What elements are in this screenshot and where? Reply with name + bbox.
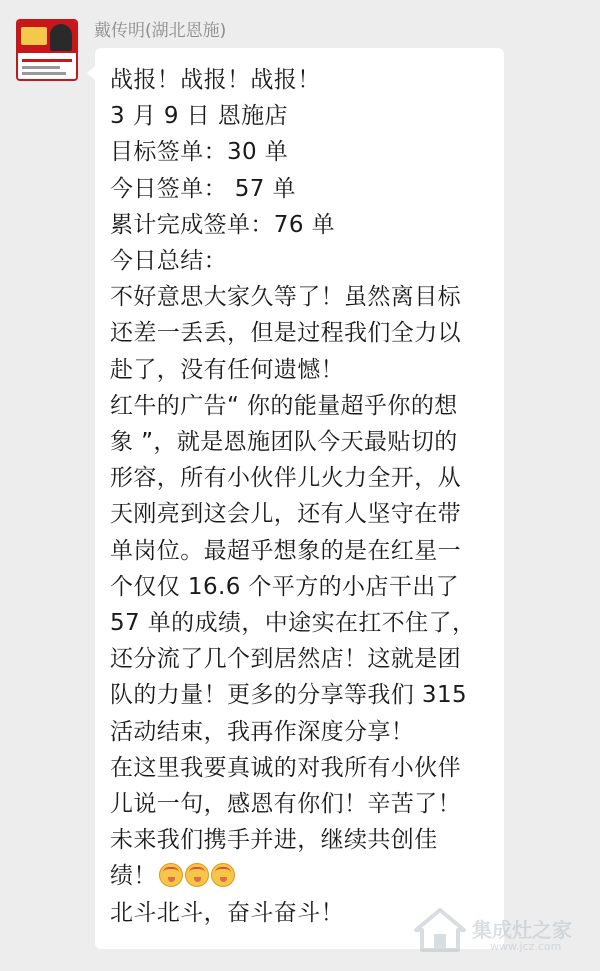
message-line: 57 单的成绩，中途实在扛不住了， bbox=[110, 610, 476, 637]
house-logo-icon bbox=[410, 902, 470, 954]
message-line: 未来我们携手并进，继续共创佳 bbox=[110, 827, 438, 854]
message-line: 今日签单： 57 单 bbox=[110, 175, 296, 202]
message-line: 战报！战报！战报！ bbox=[110, 67, 321, 93]
message-line: 还分流了几个到居然店！这就是团 bbox=[110, 646, 461, 673]
message-line: 天刚亮到这会儿，还有人坚守在带 bbox=[110, 501, 461, 528]
message-line: 形容，所有小伙伴儿火力全开，从 bbox=[110, 465, 461, 492]
watermark-text: 集成灶之家 bbox=[472, 918, 572, 942]
avatar-line bbox=[22, 66, 60, 69]
message-line: 今日总结： bbox=[110, 248, 227, 275]
message-line: 红牛的广告“ 你的能量超乎你的想 bbox=[110, 392, 458, 419]
avatar-person-image bbox=[50, 24, 72, 51]
message-line: 在这里我要真诚的对我所有小伙伴 bbox=[110, 754, 461, 781]
message-line-text: 绩！ bbox=[110, 863, 157, 890]
message-line-with-emojis bbox=[110, 858, 492, 894]
pray-face-emoji-icon bbox=[159, 863, 183, 887]
message-line: 累计完成签单：76 单 bbox=[110, 211, 335, 238]
message-line: 个仅仅 16.6 个平方的小店干出了 bbox=[110, 573, 460, 600]
message-line: 队的力量！更多的分享等我们 315 bbox=[110, 682, 468, 709]
pray-face-emoji-icon bbox=[211, 863, 235, 887]
message-line: 目标签单：30 单 bbox=[110, 139, 289, 166]
sender-avatar[interactable] bbox=[16, 19, 78, 81]
avatar-line bbox=[22, 72, 66, 75]
message-line: 北斗北斗，奋斗奋斗！ bbox=[110, 899, 344, 926]
message-line: 活动结束，我再作深度分享！ bbox=[110, 718, 415, 745]
message-line: 不好意思大家久等了！虽然离目标 bbox=[110, 284, 461, 311]
message-line: 还差一丢丢，但是过程我们全力以 bbox=[110, 320, 461, 347]
message-bubble[interactable] bbox=[95, 48, 504, 949]
avatar-line bbox=[22, 59, 72, 62]
avatar-logo bbox=[21, 27, 47, 45]
site-watermark bbox=[410, 902, 590, 962]
pray-face-emoji-icon bbox=[185, 863, 209, 887]
message-line: 象 ”，就是恩施团队今天最贴切的 bbox=[110, 429, 458, 456]
sender-name: 戴传明(湖北恩施) bbox=[94, 21, 227, 41]
message-line: 儿说一句，感恩有你们！辛苦了！ bbox=[110, 791, 461, 818]
watermark-url: www.jcz.com bbox=[490, 940, 562, 953]
message-line: 赴了，没有任何遗憾！ bbox=[110, 356, 344, 383]
message-line: 单岗位。最超乎想象的是在红星一 bbox=[110, 537, 461, 564]
message-line: 3 月 9 日 恩施店 bbox=[110, 103, 288, 130]
